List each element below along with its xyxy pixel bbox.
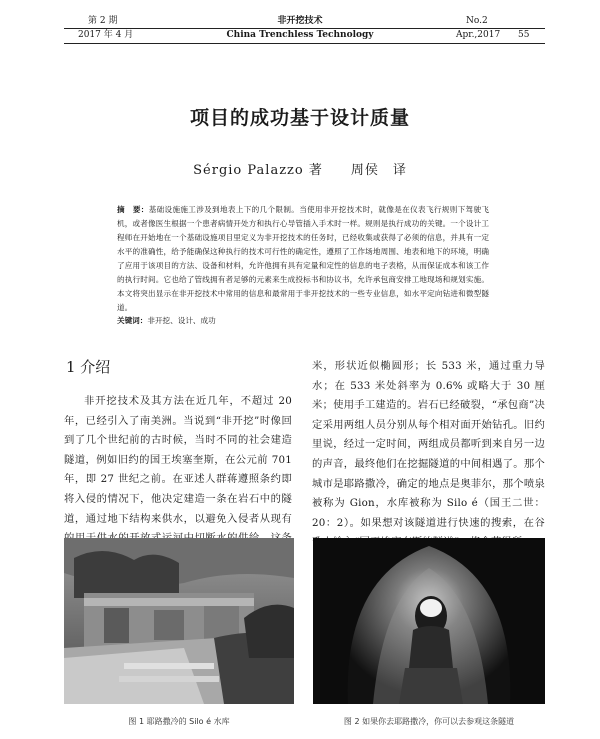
header-date-en: Apr.,2017 [456,30,501,40]
header-page-number: 55 [518,30,530,40]
section-heading: 1 介绍 [66,358,111,376]
abstract [117,203,489,315]
figure-1-caption: 图 1 耶路撒冷的 Silo é 水库 [128,717,230,726]
figure-2-caption: 图 2 如果你去耶路撒冷，你可以去参观这条隧道 [343,717,515,726]
header-journal-en: China Trenchless Technology [226,30,374,40]
header-no: No.2 [466,16,488,26]
header-date: 2017 年 4 月 [78,30,134,40]
reservoir-image [64,538,294,704]
header-journal-cn: 非开挖技术 [277,16,323,26]
keywords-label: 关键词： [117,316,148,325]
tunnel-image [313,538,545,704]
figure-2-photo [313,538,545,704]
abstract-label: 摘 要： [117,205,149,214]
header-issue: 第 2 期 [88,16,118,26]
article-title: 项目的成功基于设计质量 [189,107,410,129]
abstract-text: 基础设施施工涉及到地表上下的几个限制。当使用非开挖技术时，就像是在仪表飞行规则下驾驶飞机，或者像医生根据一个患者病情开处方和执行心导管插入手术时一样。规则是执行成功的关键。一个设计工程师在开始地在一个基础设施项目里定义为非开挖技术的任务时，已经收集或获得了必须的信息，并具有一定水平的准确性，给予能确保这种执行的技术可行性的确定性，遵照了工作场地周围、地表和地下的环境，明确了应用于该项目的方法、设备和材料，允许他拥有具有定量和定性的信息的电子表格，从而保证成本和该工作的执行时间。它也给了管线拥有者足够的元素来生成投标书和协议书，允许承包商安排工地现场和规划实施。本文将突出显示在非开挖技术中常用的信息和最常用于非开挖技术的一些专业信息，如水平定向钻进和微型隧道。 [117,205,489,312]
keywords-text: 非开挖、设计、成功 [147,316,216,325]
header-rule-top [64,28,545,29]
right-paragraph: 米，形状近似椭圆形；长 533 米，通过重力导水；在 533 米处斜率为 0.6% 或略大于 30 厘米；使用手工建造的。岩石已经破裂，“承包商”决定采用两组人员分别从每个相对面开始钻孔。旧约里说，经过一定时间，两组成员都听到来自另一边的声音，最终他们在挖掘隧道的中间相遇了。那个城市是耶路撒冷，确定的地点是奥菲尔，那个喷泉被称为 Gion，水库被称为 Silo é（国王二世：20：2）。如果想对该隧道进行快速的搜索，在谷 [312,360,545,529]
keywords [117,315,489,326]
left-paragraph: 非开挖技术及其方法在近几年，不超过 20 年，已经引入了南美洲。当说到“非开挖”时像回到了几个世纪前的古时候，当时不同的社会建造隧道，例如旧约的国王埃塞奎斯，在公元前 701 年，即 27 世纪之前。在亚述人群蒋遵照条约即将入侵的情况下，他决定建造一条在岩石中的隧道，通过地下结构来供水，以避免入侵者从现有 [64,395,292,525]
figure-1-photo [64,538,294,704]
right-column [312,357,545,553]
header-rule-bottom [64,43,545,44]
article-authors: Sérgio Palazzo 著 周侯 译 [193,163,407,178]
